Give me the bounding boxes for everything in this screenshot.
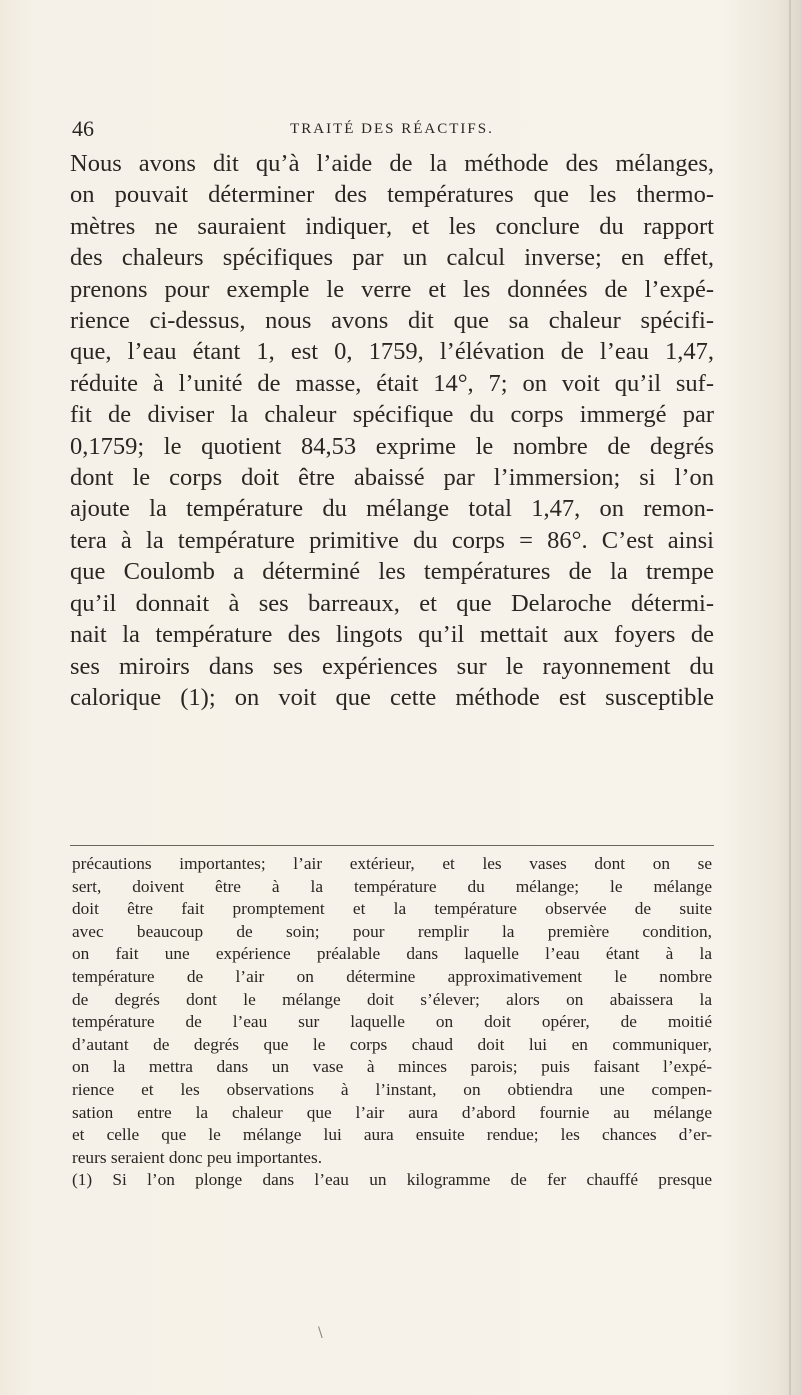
page-header (72, 116, 712, 146)
footnote-line: température de l’eau sur laquelle on doit opérer, de moitié (72, 1012, 712, 1032)
footnote-line: sation entre la chaleur que l’air aura d’abord fournie au mélange (72, 1102, 712, 1122)
text-line: Nous avons dit qu’à l’aide de la méthode des mélanges, (70, 150, 714, 177)
footnote-line: précautions importantes; l’air extérieur, et les vases dont on se (72, 854, 712, 873)
text-line: que, l’eau étant 1, est 0, 1759, l’élévation de l’eau 1,47, (70, 338, 714, 366)
page-edge-line (789, 0, 791, 1395)
text-line: ajoute la température du mélange total 1,47, on remon- (70, 495, 714, 523)
stray-mark: \ (318, 1325, 323, 1341)
text-line: prenons pour exemple le verre et les données de l’expé- (70, 275, 714, 303)
text-line: que Coulomb a déterminé les températures de la trempe (70, 558, 714, 586)
footnote-line: on la mettra dans un vase à minces parois; puis faisant l’expé- (72, 1057, 712, 1077)
text-line: tera à la température primitive du corps = 86°. C’est ainsi (70, 526, 714, 554)
footnote-line: reurs seraient donc peu importantes. (72, 1147, 323, 1167)
footnote-line: température de l’air on détermine approximativement le nombre (72, 966, 712, 986)
text-line: qu’il donnait à ses barreaux, et que Delaroche détermi- (70, 589, 714, 617)
footnote-separator (70, 845, 714, 846)
footnote-block (72, 853, 712, 1192)
main-text-block (70, 148, 714, 713)
footnote-line: sert, doivent être à la température du mélange; le mélange (72, 876, 712, 896)
text-line: 0,1759; le quotient 84,53 exprime le nombre de degrés (70, 432, 714, 460)
footnote-line: d’autant de degrés que le corps chaud doit lui en communiquer, (72, 1034, 712, 1054)
text-line: fit de diviser la chaleur spécifique du corps immergé par (70, 401, 714, 429)
text-line: calorique (1); on voit que cette méthode est susceptible (70, 683, 714, 711)
text-line: réduite à l’unité de masse, était 14°, 7; on voit qu’il suf- (70, 369, 714, 397)
text-line: on pouvait déterminer des températures que les thermo- (70, 181, 714, 209)
footnote-line: de degrés dont le mélange doit s’élever; alors on abaissera la (72, 989, 712, 1009)
text-line: mètres ne sauraient indiquer, et les conclure du rapport (70, 212, 714, 240)
footnote-line: on fait une expérience préalable dans laquelle l’eau étant à la (72, 944, 712, 964)
footnote-line: (1) Si l’on plonge dans l’eau un kilogramme de fer chauffé presque (72, 1170, 712, 1190)
running-head: TRAITÉ DES RÉACTIFS. (290, 121, 494, 137)
text-line: dont le corps doit être abaissé par l’immersion; si l’on (70, 464, 714, 492)
footnote-line: et celle que le mélange lui aura ensuite rendue; les chances d’er- (72, 1125, 712, 1145)
text-line: ses miroirs dans ses expériences sur le rayonnement du (70, 652, 714, 680)
text-line: des chaleurs spécifiques par un calcul inverse; en effet, (70, 244, 714, 272)
page-number: 46 (72, 116, 94, 141)
footnote-line: rience et les observations à l’instant, on obtiendra une compen- (72, 1079, 712, 1099)
text-line: rience ci-dessus, nous avons dit que sa chaleur spécifi- (70, 307, 714, 335)
text-line: nait la température des lingots qu’il mettait aux foyers de (70, 621, 714, 649)
footnote-line: avec beaucoup de soin; pour remplir la première condition, (72, 921, 712, 941)
footnote-line: doit être fait promptement et la température observée de suite (72, 899, 712, 919)
